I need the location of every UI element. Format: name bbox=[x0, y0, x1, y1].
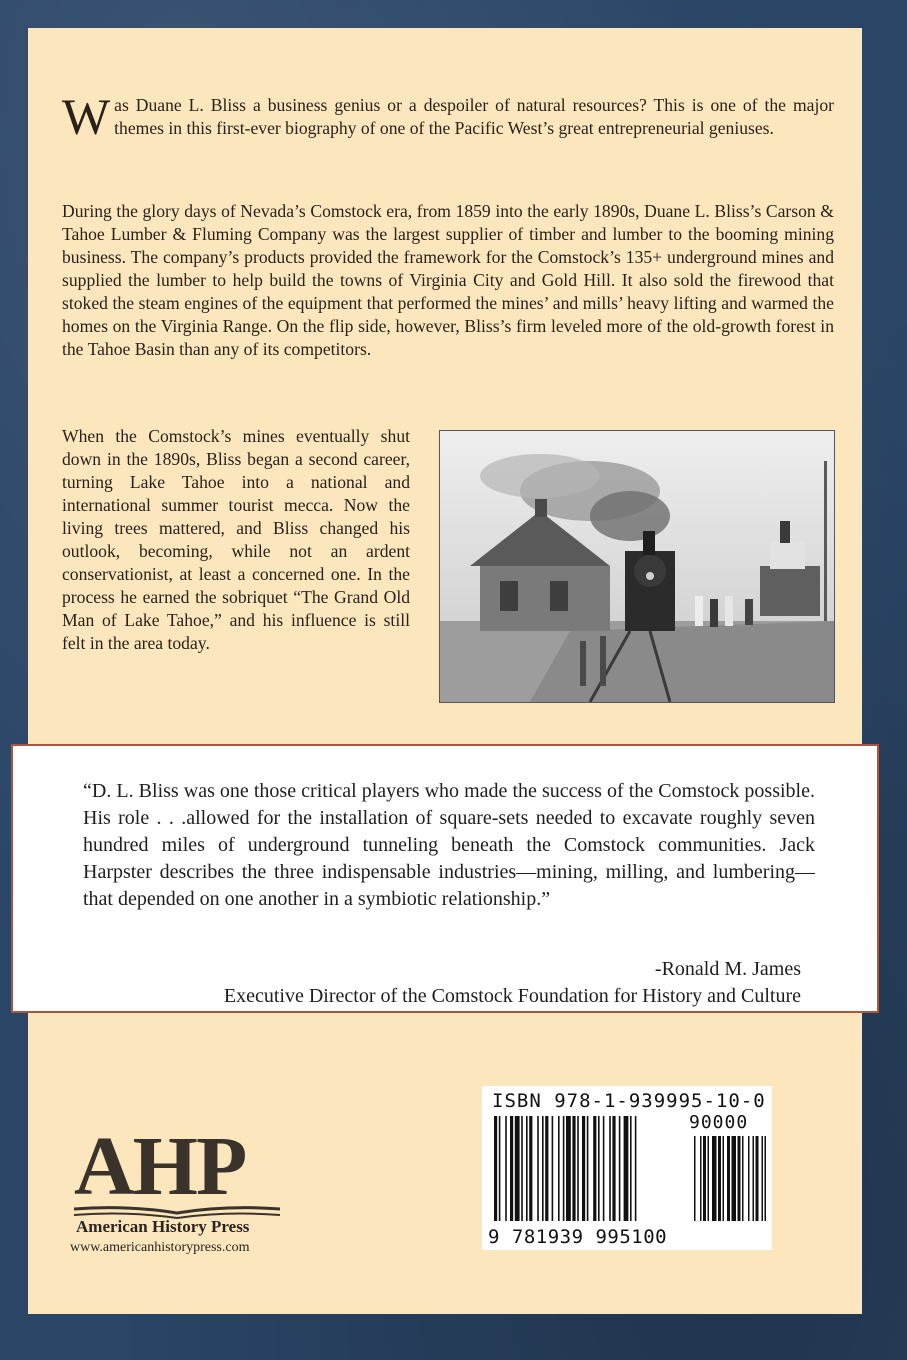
quote-author: -Ronald M. James bbox=[654, 958, 801, 980]
train-pier-image bbox=[440, 431, 834, 702]
price-code: 90000 bbox=[689, 1112, 749, 1133]
barcode-number: 9 781939 995100 bbox=[488, 1226, 668, 1248]
publisher-logo bbox=[62, 1120, 302, 1265]
blurb-paragraph-1-text: as Duane L. Bliss a business genius or a despoiler of natural resources? This is one of the major themes in this first-ever biography of one of the Pacific West’s great entrepreneurial geniuses. bbox=[114, 95, 834, 138]
publisher-logo-letters: AHP bbox=[74, 1120, 246, 1213]
quote-author-title: Executive Director of the Comstock Foundation for History and Culture bbox=[223, 985, 801, 1007]
blurb-paragraph-1 bbox=[62, 90, 834, 146]
endorsement-quote: “D. L. Bliss was one those critical players who made the success of the Comstock possible. His role . . .allowed for the installation of square-sets needed to excavate roughly seven hundred miles of underground tunneling beneath the Comstock communities. Jack Harpster describes the three indispensable industries—mining, milling, and lumbering—that depended on one another in a symbiotic relationship.” bbox=[83, 780, 815, 910]
publisher-url: www.americanhistorypress.com bbox=[70, 1240, 250, 1255]
blurb-paragraph-2: During the glory days of Nevada’s Comstock era, from 1859 into the early 1890s, Duane L. Bliss’s Carson & Tahoe Lumber & Fluming Company was the largest supplier of timber and lumber to the booming mining business. The company’s products provided the framework for the Comstock’s 135+ underground mines and supplied the lumber to help build the towns of Virginia City and Gold Hill. It also sold the firewood that stoked the steam engines of the equipment that performed the mines’ and mills’ heavy lifting and warmed the homes on the Virginia Range. On the flip side, however, Bliss’s firm leveled more of the old-growth forest in the Tahoe Basin than any of its competitors. bbox=[62, 201, 834, 359]
endorsement-quote-box bbox=[11, 744, 879, 1013]
blurb-paragraph-3: When the Comstock’s mines eventually shut down in the 1890s, Bliss began a second career, turning Lake Tahoe into a national and international summer tourist mecca. Now the living trees mattered, and Bliss changed his outlook, becoming, while not an ardent conservationist, at least a concerned one. In the process he earned the sobriquet “The Grand Old Man of Lake Tahoe,” and his influence is still felt in the area today. bbox=[62, 426, 410, 653]
historic-train-photo bbox=[439, 430, 835, 703]
isbn-barcode bbox=[482, 1086, 772, 1250]
isbn-label: ISBN 978-1-939995-10-0 bbox=[492, 1090, 766, 1112]
publisher-name: American History Press bbox=[76, 1217, 250, 1236]
barcode-bars bbox=[494, 1116, 766, 1228]
drop-cap: W bbox=[62, 90, 111, 146]
